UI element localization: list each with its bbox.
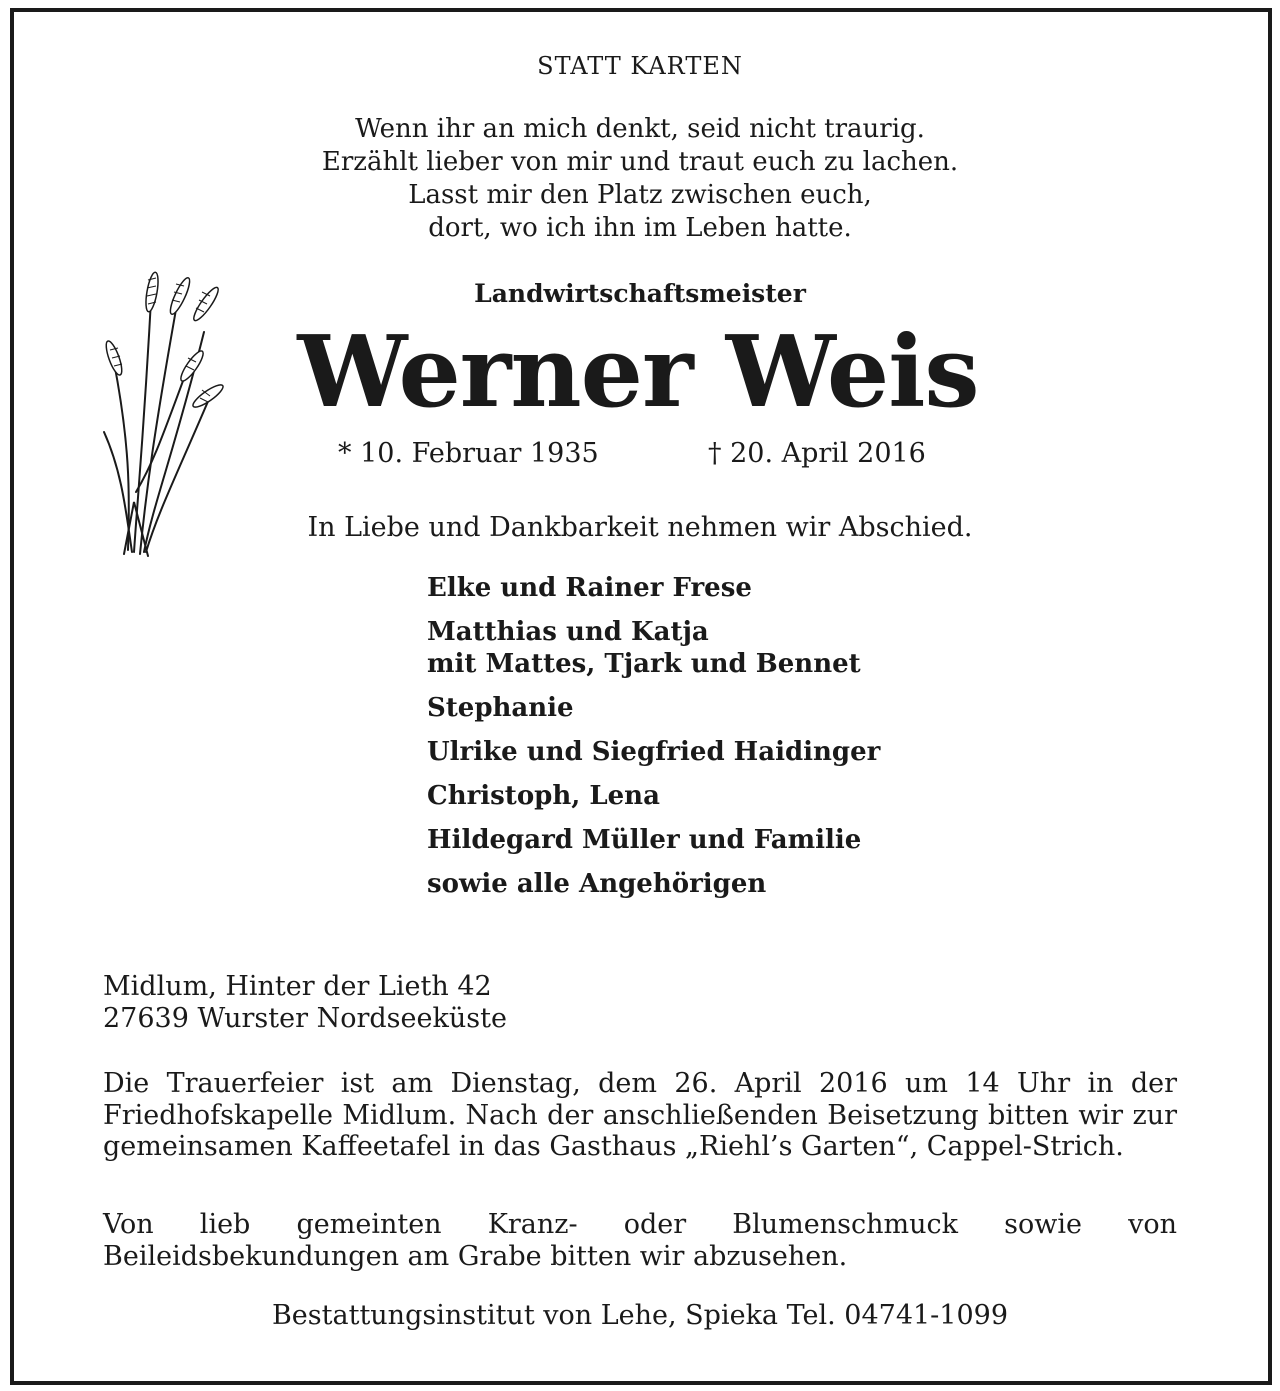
- mourner-entry: Matthias und Katja: [427, 617, 709, 647]
- poem-line: Erzählt lieber von mir und traut euch zu lachen.: [321, 147, 959, 177]
- undertaker-line: Bestattungsinstitut von Lehe, Spieka Tel. 04741-1099: [271, 1300, 1009, 1331]
- mourner-entry: Hildegard Müller und Familie: [427, 825, 862, 855]
- mourner-entry: Ulrike und Siegfried Haidinger: [427, 737, 881, 767]
- address-street: Midlum, Hinter der Lieth 42: [103, 971, 492, 1002]
- farewell-line: In Liebe und Dankbarkeit nehmen wir Abschied.: [307, 512, 973, 543]
- mourner-entry: sowie alle Angehörigen: [427, 869, 767, 899]
- poem-line: Wenn ihr an mich denkt, seid nicht traurig.: [355, 114, 925, 144]
- poem-line: dort, wo ich ihn im Leben hatte.: [428, 213, 852, 243]
- deceased-name: Werner Weis: [297, 315, 979, 430]
- ceremony-paragraph: Die Trauerfeier ist am Dienstag, dem 26. April 2016 um 14 Uhr in der Friedhofskapelle Midlum. Nach der anschließenden Beisetzung bitten wir zur gemeinsamen Kaffeetafel in das Gasthaus „Riehl’s Garten“, Cappel-Strich.: [103, 1068, 1177, 1162]
- poem: [0, 113, 1280, 245]
- deceased-profession: Landwirtschaftsmeister: [474, 279, 806, 308]
- mourner-entry: Elke und Rainer Frese: [427, 573, 752, 603]
- mourners-list: [427, 572, 880, 912]
- mourner-entry: mit Mattes, Tjark und Bennet: [427, 649, 861, 679]
- flowers-paragraph: Von lieb gemeinten Kranz- oder Blumenschmuck sowie von Beileidsbekundungen am Grabe bitten wir abzusehen.: [103, 1209, 1177, 1272]
- address-city: 27639 Wurster Nordseeküste: [103, 1003, 507, 1034]
- mourner-entry: Christoph, Lena: [427, 781, 660, 811]
- address: [103, 971, 507, 1035]
- poem-line: Lasst mir den Platz zwischen euch,: [408, 180, 872, 210]
- birth-date: * 10. Februar 1935: [338, 438, 599, 469]
- statt-karten-heading: STATT KARTEN: [537, 52, 743, 80]
- death-date: † 20. April 2016: [708, 438, 926, 469]
- mourner-entry: Stephanie: [427, 693, 574, 723]
